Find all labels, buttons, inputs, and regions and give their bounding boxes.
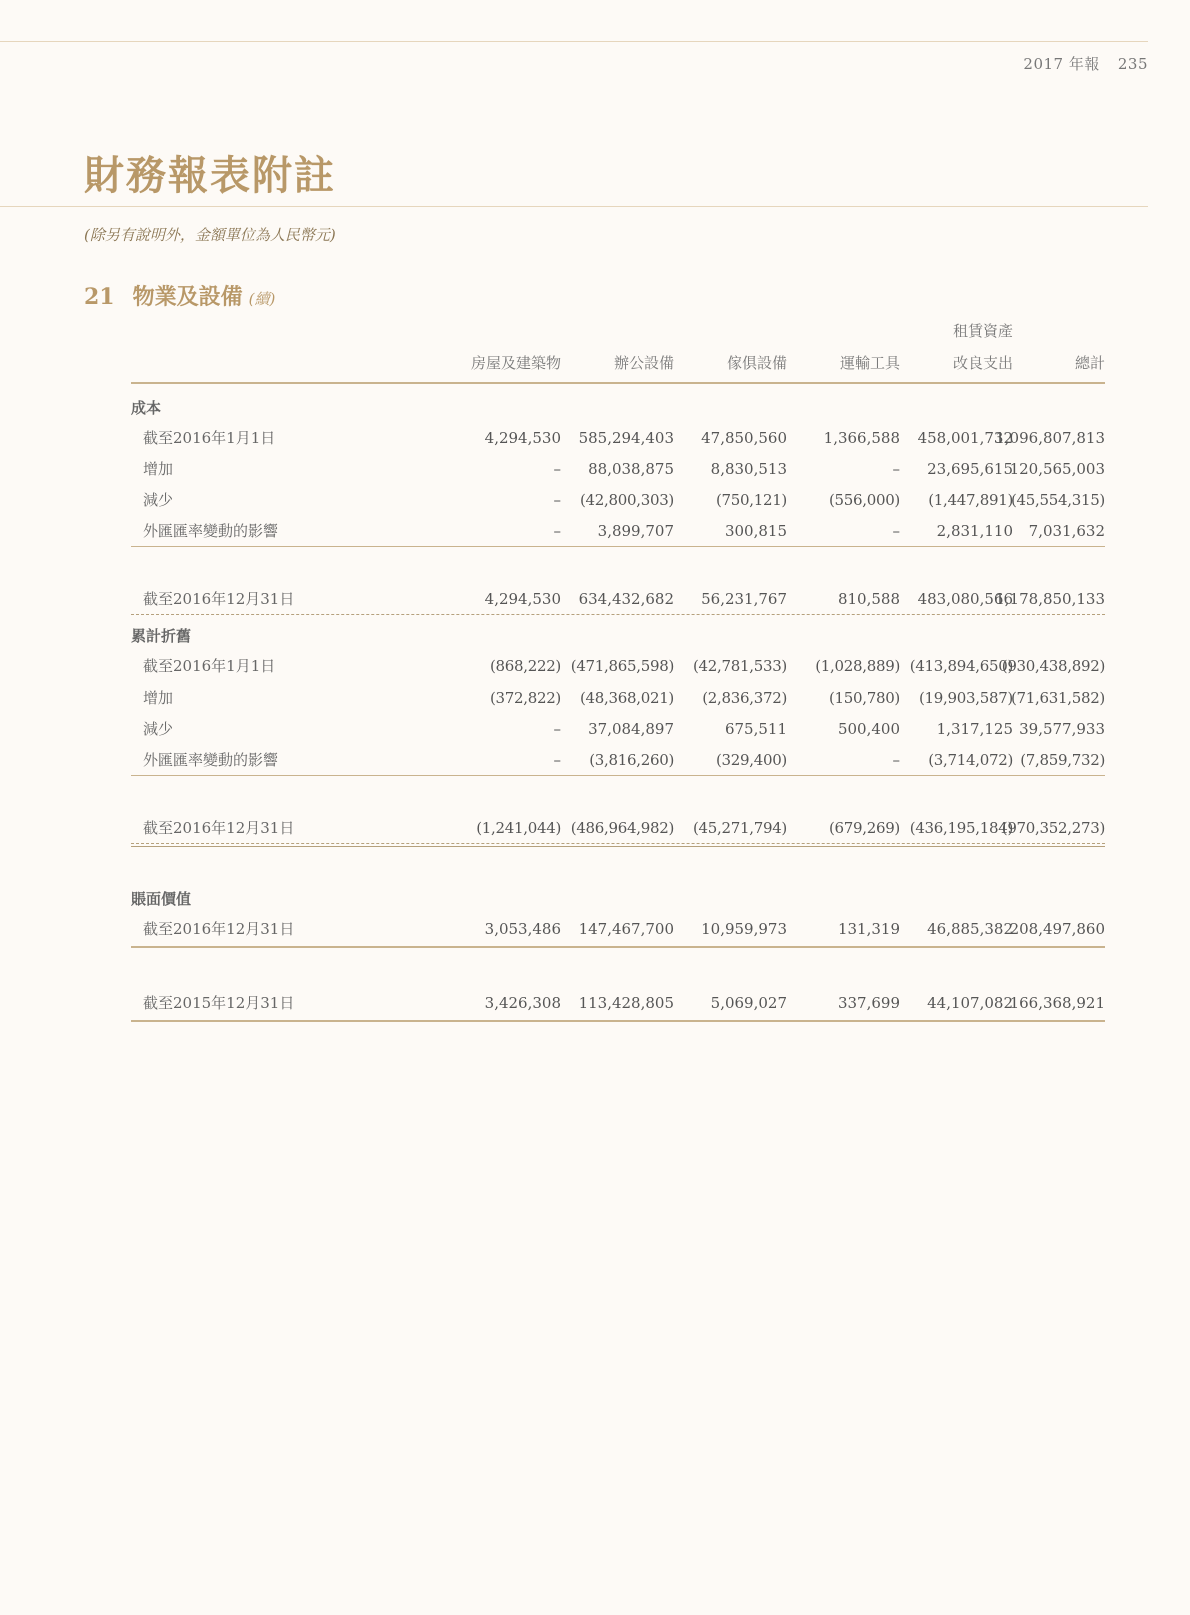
table-cell: – — [892, 522, 900, 540]
table-cell: 4,294,530 — [484, 429, 561, 447]
table-cell: 458,001,732 — [917, 429, 1013, 447]
table-cell: 7,031,632 — [1028, 522, 1105, 540]
column-header-leasehold: 改良支出 — [952, 354, 1013, 372]
table-row — [131, 489, 1105, 511]
column-header-total: 總計 — [1074, 354, 1105, 372]
book-value-rule — [131, 946, 1105, 948]
table-row — [131, 458, 1105, 480]
table-cell: 113,428,805 — [578, 994, 674, 1012]
table-cell: 3,426,308 — [484, 994, 561, 1012]
table-row — [131, 918, 1105, 940]
table-cell: 300,815 — [724, 522, 787, 540]
row-label: 截至2015年12月31日 — [143, 994, 295, 1012]
table-cell: 131,319 — [837, 920, 900, 938]
column-header-office-equipment: 辦公設備 — [613, 354, 674, 372]
row-label: 增加 — [143, 460, 174, 478]
section-number: 21 — [84, 284, 115, 310]
section-heading — [84, 280, 275, 311]
page-title: 財務報表附註 — [84, 152, 336, 199]
table-cell: 500,400 — [837, 720, 900, 738]
table-cell: (750,121) — [715, 491, 787, 509]
section-heading-book-value: 賬面價值 — [131, 890, 192, 908]
table-cell: – — [892, 751, 900, 769]
table-cell: – — [553, 751, 561, 769]
table-cell: 37,084,897 — [588, 720, 674, 738]
table-cell: – — [553, 491, 561, 509]
table-cell: 147,467,700 — [578, 920, 674, 938]
table-cell: (1,447,891) — [928, 491, 1013, 509]
table-row — [131, 749, 1105, 771]
table-cell: (471,865,598) — [570, 657, 674, 675]
book-value-rule — [131, 1020, 1105, 1022]
row-label: 減少 — [143, 491, 174, 509]
table-row — [131, 655, 1105, 677]
table-cell: 1,366,588 — [823, 429, 900, 447]
table-cell: (19,903,587) — [919, 689, 1013, 707]
table-cell: 585,294,403 — [578, 429, 674, 447]
table-cell: (48,368,021) — [580, 689, 674, 707]
title-rule — [0, 206, 1148, 207]
row-label: 截至2016年12月31日 — [143, 590, 295, 608]
table-cell: 3,053,486 — [484, 920, 561, 938]
table-cell: (868,222) — [489, 657, 561, 675]
table-cell: (45,554,315) — [1011, 491, 1105, 509]
row-label: 減少 — [143, 720, 174, 738]
table-cell: (930,438,892) — [1001, 657, 1105, 675]
table-cell: (556,000) — [828, 491, 900, 509]
table-cell: 2,831,110 — [936, 522, 1013, 540]
table-cell: (42,800,303) — [580, 491, 674, 509]
table-cell: – — [553, 720, 561, 738]
table-cell: (71,631,582) — [1011, 689, 1105, 707]
table-cell: 56,231,767 — [701, 590, 787, 608]
table-cell: 23,695,615 — [927, 460, 1013, 478]
table-cell: 1,317,125 — [936, 720, 1013, 738]
table-row — [131, 687, 1105, 709]
table-cell: 47,850,560 — [701, 429, 787, 447]
table-cell: 675,511 — [724, 720, 787, 738]
column-header-buildings: 房屋及建築物 — [470, 354, 561, 372]
table-row — [131, 427, 1105, 449]
section-continued: (續) — [248, 290, 276, 308]
section-heading-depreciation: 累計折舊 — [131, 627, 192, 645]
table-cell: 1,178,850,133 — [995, 590, 1105, 608]
row-label: 截至2016年12月31日 — [143, 819, 295, 837]
page-header — [1005, 53, 1148, 74]
table-cell: 4,294,530 — [484, 590, 561, 608]
table-cell: (679,269) — [828, 819, 900, 837]
table-cell: 88,038,875 — [588, 460, 674, 478]
table-row-total — [131, 588, 1105, 610]
table-cell: 10,959,973 — [701, 920, 787, 938]
column-header-row-1 — [131, 320, 1105, 342]
table-cell: 3,899,707 — [597, 522, 674, 540]
table-row — [131, 718, 1105, 740]
table-row-total — [131, 817, 1105, 839]
table-row — [131, 992, 1105, 1014]
table-cell: 483,080,566 — [917, 590, 1013, 608]
subtotal-rule — [131, 775, 1105, 776]
row-label: 外匯匯率變動的影響 — [143, 522, 279, 540]
table-cell: (970,352,273) — [1001, 819, 1105, 837]
table-cell: (413,894,650) — [909, 657, 1013, 675]
table-cell: (486,964,982) — [570, 819, 674, 837]
table-cell: (150,780) — [828, 689, 900, 707]
row-label: 增加 — [143, 689, 174, 707]
row-label: 截至2016年1月1日 — [143, 657, 276, 675]
table-cell: – — [553, 460, 561, 478]
table-cell: (42,781,533) — [693, 657, 787, 675]
table-cell: (3,816,260) — [589, 751, 674, 769]
total-rule — [131, 843, 1105, 847]
table-cell: 166,368,921 — [1009, 994, 1105, 1012]
column-header-vehicles: 運輸工具 — [839, 354, 900, 372]
year-label: 2017 年報 — [1023, 55, 1100, 73]
table-cell: 208,497,860 — [1009, 920, 1105, 938]
header-rule — [131, 382, 1105, 384]
row-label: 截至2016年1月1日 — [143, 429, 276, 447]
table-cell: (45,271,794) — [693, 819, 787, 837]
table-cell: 8,830,513 — [710, 460, 787, 478]
table-cell: 5,069,027 — [710, 994, 787, 1012]
row-label: 截至2016年12月31日 — [143, 920, 295, 938]
table-cell: (7,859,732) — [1020, 751, 1105, 769]
page-number: 235 — [1117, 55, 1148, 73]
table-row — [131, 520, 1105, 542]
table-cell: 1,096,807,813 — [995, 429, 1105, 447]
table-cell: (436,195,184) — [909, 819, 1013, 837]
table-cell: 44,107,082 — [927, 994, 1013, 1012]
table-cell: 120,565,003 — [1009, 460, 1105, 478]
table-cell: (329,400) — [715, 751, 787, 769]
table-cell: 810,588 — [837, 590, 900, 608]
table-cell: (1,028,889) — [815, 657, 900, 675]
section-title: 物業及設備 — [132, 284, 243, 310]
table-cell: 337,699 — [837, 994, 900, 1012]
subtotal-rule — [131, 546, 1105, 547]
table-cell: – — [892, 460, 900, 478]
table-cell: – — [553, 522, 561, 540]
table-cell: 46,885,382 — [927, 920, 1013, 938]
column-header-c4-line1: 租賃資產 — [952, 322, 1013, 340]
column-header-furniture: 傢俱設備 — [726, 354, 787, 372]
column-header-row-2 — [131, 352, 1105, 374]
table-cell: (2,836,372) — [702, 689, 787, 707]
table-cell: 39,577,933 — [1019, 720, 1105, 738]
table-cell: 634,432,682 — [578, 590, 674, 608]
total-rule — [131, 614, 1105, 615]
table-cell: (372,822) — [489, 689, 561, 707]
top-rule — [0, 41, 1148, 42]
currency-note: (除另有說明外，金額單位為人民幣元) — [84, 226, 336, 244]
table-cell: (3,714,072) — [928, 751, 1013, 769]
section-heading-cost: 成本 — [131, 399, 162, 417]
row-label: 外匯匯率變動的影響 — [143, 751, 279, 769]
table-cell: (1,241,044) — [476, 819, 561, 837]
